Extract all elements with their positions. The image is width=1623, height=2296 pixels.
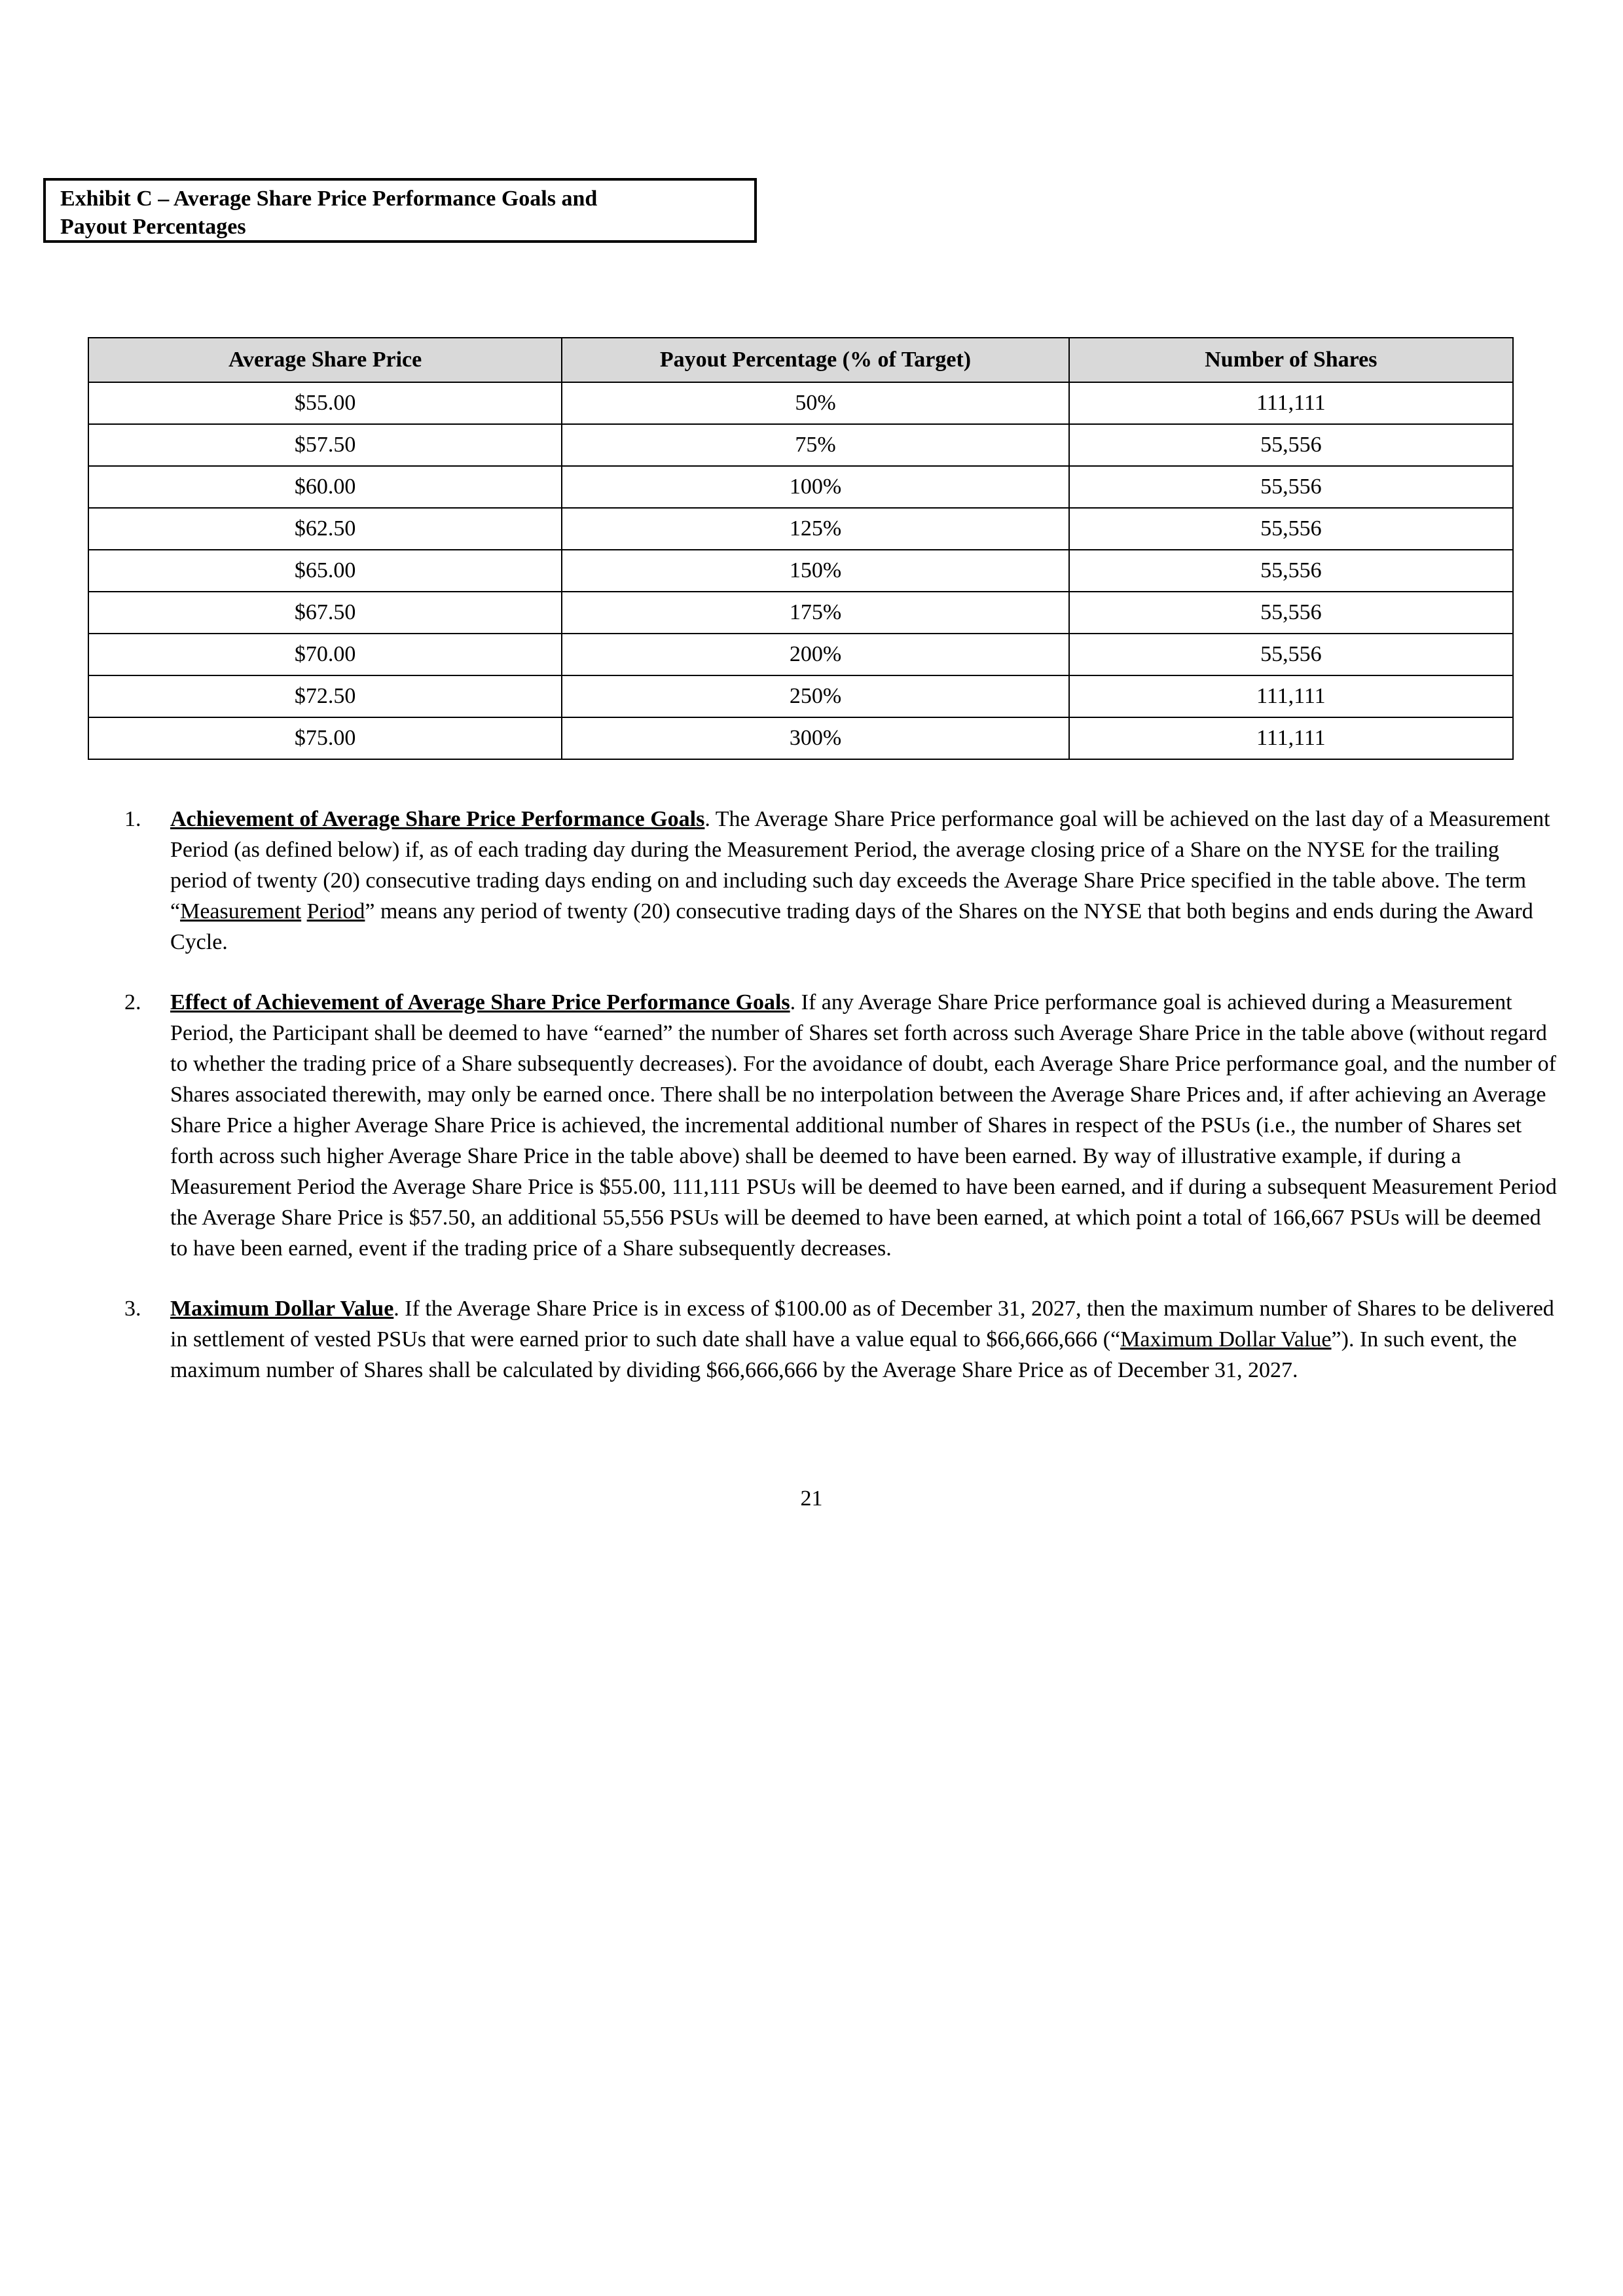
clauses-list <box>124 804 1558 1415</box>
table-header-row <box>88 338 1513 382</box>
exhibit-title-line-2: Payout Percentages <box>60 215 246 239</box>
clause-body <box>170 987 1558 1264</box>
cell-payout-percentage: 50% <box>562 382 1068 424</box>
clause-maximum-dollar-value <box>124 1293 1558 1386</box>
cell-average-share-price: $55.00 <box>88 382 562 424</box>
cell-payout-percentage: 150% <box>562 550 1068 592</box>
cell-payout-percentage: 100% <box>562 466 1068 508</box>
cell-average-share-price: $65.00 <box>88 550 562 592</box>
cell-payout-percentage: 75% <box>562 424 1068 466</box>
table-row <box>88 424 1513 466</box>
cell-payout-percentage: 250% <box>562 675 1068 717</box>
table-row <box>88 592 1513 634</box>
clause-achievement-of-goals <box>124 804 1558 958</box>
table-row <box>88 508 1513 550</box>
clause-text: . The Average Share Price performance goal will be achieved on the last day of a Measurement Period (as defined below) if, as of each trading day during the Measurement Period, the average closing price of a Share on the NYSE for the trailing period of twenty (20) consecutive trading days ending on and including such day exceeds the Average Share Price specified in the table above. The term “ <box>170 807 1550 924</box>
table-row <box>88 634 1513 675</box>
cell-average-share-price: $62.50 <box>88 508 562 550</box>
cell-number-of-shares: 55,556 <box>1069 592 1513 634</box>
table-row <box>88 717 1513 759</box>
table-row <box>88 550 1513 592</box>
cell-payout-percentage: 200% <box>562 634 1068 675</box>
table-row <box>88 382 1513 424</box>
performance-goals-table <box>88 337 1514 760</box>
clause-number: 3. <box>124 1297 141 1321</box>
clause-body <box>170 1293 1558 1386</box>
table-row <box>88 675 1513 717</box>
cell-average-share-price: $60.00 <box>88 466 562 508</box>
page-number: 21 <box>800 1486 823 1511</box>
clause-body <box>170 804 1558 958</box>
cell-number-of-shares: 55,556 <box>1069 634 1513 675</box>
cell-number-of-shares: 55,556 <box>1069 466 1513 508</box>
clause-text: . If any Average Share Price performance goal is achieved during a Measurement Period, the Participant shall be deemed to have “earned” the number of Shares set forth across such Average Share Price in the table above (without regard to whether the trading price of a Share subsequently decreases). For the avoidance of doubt, each Average Share Price performance goal, and the number of Shares associated therewith, may only be earned once. There shall be no interpolation between the Average Share Prices and, if after achieving an Average Share Price a higher Average Share Price is achieved, the incremental additional number of Shares in respect of the PSUs (i.e., the number of Shares set forth across such higher Average Share Price in the table above) shall be deemed to have been earned. By way of illustrative example, if during a Measurement Period the Average Share Price is $55.00, 111,111 PSUs will be deemed to have been earned, and if during a subsequent Measurement Period the Average Share Price is $57.50, an additional 55,556 PSUs will be deemed to have been earned, at which point a total of 166,667 PSUs will be deemed to have been earned, event if the trading price of a Share subsequently decreases. <box>170 990 1557 1261</box>
cell-number-of-shares: 111,111 <box>1069 717 1513 759</box>
clause-heading: Achievement of Average Share Price Performance Goals <box>170 807 705 831</box>
column-header-number-of-shares: Number of Shares <box>1069 338 1513 382</box>
defined-term: Measurement <box>180 899 302 924</box>
exhibit-title-box <box>43 178 757 243</box>
clause-number: 2. <box>124 990 141 1014</box>
cell-payout-percentage: 300% <box>562 717 1068 759</box>
cell-average-share-price: $70.00 <box>88 634 562 675</box>
cell-average-share-price: $72.50 <box>88 675 562 717</box>
cell-number-of-shares: 55,556 <box>1069 424 1513 466</box>
cell-number-of-shares: 55,556 <box>1069 508 1513 550</box>
cell-payout-percentage: 175% <box>562 592 1068 634</box>
clause-text: ”). In such event, the maximum number of Shares shall be calculated by dividing $66,666,666 by the Average Share Price as of December 31, 2027. <box>170 1327 1517 1382</box>
cell-average-share-price: $67.50 <box>88 592 562 634</box>
cell-payout-percentage: 125% <box>562 508 1068 550</box>
table-row <box>88 466 1513 508</box>
clause-effect-of-achievement <box>124 987 1558 1264</box>
cell-number-of-shares: 111,111 <box>1069 675 1513 717</box>
clause-heading: Effect of Achievement of Average Share Price Performance Goals <box>170 990 790 1014</box>
defined-term: Maximum Dollar Value <box>1120 1327 1332 1352</box>
clause-number: 1. <box>124 807 141 831</box>
clause-text: ” means any period of twenty (20) consecutive trading days of the Shares on the NYSE that both begins and ends during the Award Cycle. <box>170 899 1533 954</box>
column-header-payout-percentage: Payout Percentage (% of Target) <box>562 338 1068 382</box>
cell-number-of-shares: 55,556 <box>1069 550 1513 592</box>
exhibit-title-line-1: Exhibit C – Average Share Price Performance Goals and <box>60 187 598 211</box>
column-header-average-share-price: Average Share Price <box>88 338 562 382</box>
defined-term: Period <box>306 899 365 924</box>
clause-heading: Maximum Dollar Value <box>170 1297 394 1321</box>
cell-average-share-price: $57.50 <box>88 424 562 466</box>
cell-average-share-price: $75.00 <box>88 717 562 759</box>
clause-text: . If the Average Share Price is in excess of $100.00 as of December 31, 2027, then the maximum number of Shares to be delivered in settlement of vested PSUs that were earned prior to such date shall have a value equal to $66,666,666 (“ <box>170 1297 1554 1352</box>
cell-number-of-shares: 111,111 <box>1069 382 1513 424</box>
